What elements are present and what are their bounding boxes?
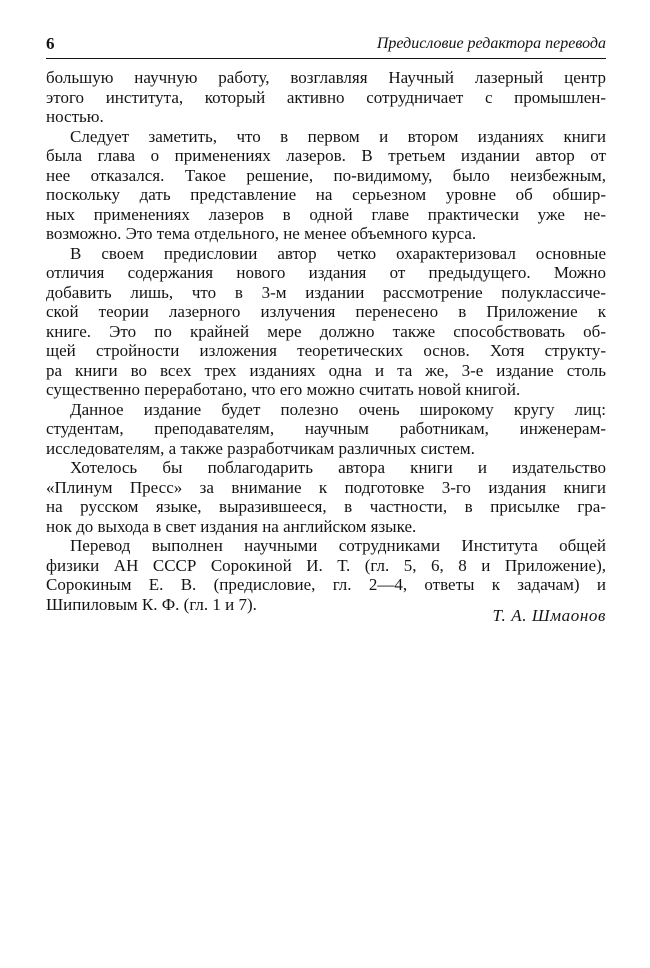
- text-line: книге. Это по крайней мере должно также способствовать об-: [46, 321, 606, 341]
- text-line: ных применениях лазеров в одной главе практически уже не-: [46, 204, 606, 224]
- text-line: большую научную работу, возглавляя Научный лазерный центр: [46, 68, 606, 87]
- text-line: нее отказался. Такое решение, по-видимому, было неизбежным,: [46, 165, 606, 185]
- paragraph-4: [46, 400, 606, 459]
- text-line: ской теории лазерного излучения перенесено в Приложение к: [46, 302, 606, 321]
- paragraph-3: [46, 244, 606, 400]
- text-line: Данное издание будет полезно очень широкому кругу лиц:: [70, 399, 606, 419]
- text-line: добавить лишь, что в 3-м издании рассмотрение полуклассиче-: [46, 282, 606, 302]
- text-line: поскольку дать представление на серьезном уровне об обшир-: [46, 185, 606, 204]
- paragraph-2: [46, 127, 606, 244]
- text-line: Шипиловым К. Ф. (гл. 1 и 7).: [46, 594, 257, 614]
- text-line: физики АН СССР Сорокиной И. Т. (гл. 5, 6, 8 и Приложение),: [46, 555, 606, 575]
- text-line: «Плинум Пресс» за внимание к подготовке 3-го издания книги: [46, 477, 606, 497]
- text-line: отличия содержания нового издания от предыдущего. Можно: [46, 263, 606, 282]
- text-line: щей стройности изложения теоретических основ. Хотя структу-: [46, 341, 606, 360]
- text-line: на русском языке, выразившееся, в частности, в присылке гра-: [46, 497, 606, 516]
- paragraph-1: [46, 68, 606, 127]
- header-rule: [46, 58, 606, 59]
- text-line: студентам, преподавателям, научным работникам, инженерам-: [46, 419, 606, 438]
- text-line: существенно переработано, что его можно считать новой книгой.: [46, 380, 521, 399]
- text-line: Следует заметить, что в первом и втором изданиях книги: [70, 126, 606, 146]
- running-title: Предисловие редактора перевода: [376, 35, 606, 52]
- editor-signature: Т. А. Шмаонов: [492, 606, 606, 625]
- paragraph-5: [46, 458, 606, 536]
- running-header: [46, 32, 606, 58]
- text-line: исследователям, а также разработчикам различных систем.: [46, 438, 475, 458]
- text-line: нок до выхода в свет издания на английском языке.: [46, 516, 417, 536]
- text-line: этого института, который активно сотрудничает с промышлен-: [46, 87, 606, 107]
- text-line: Сорокиным Е. В. (предисловие, гл. 2—4, ответы к задачам) и: [46, 575, 606, 594]
- page-number: 6: [46, 34, 55, 53]
- text-line: ра книги во всех трех изданиях одна и та же, 3-е издание столь: [46, 360, 606, 380]
- body-text: [46, 68, 606, 614]
- text-line: ностью.: [46, 107, 104, 126]
- text-line: Хотелось бы поблагодарить автора книги и издательство: [70, 458, 606, 477]
- text-line: Перевод выполнен научными сотрудниками Института общей: [70, 536, 606, 555]
- text-line: В своем предисловии автор четко охарактеризовал основные: [70, 243, 606, 263]
- text-line: была глава о применениях лазеров. В третьем издании автор от: [46, 146, 606, 165]
- paragraph-6: [46, 536, 606, 614]
- text-line: возможно. Это тема отдельного, не менее объемного курса.: [46, 224, 477, 243]
